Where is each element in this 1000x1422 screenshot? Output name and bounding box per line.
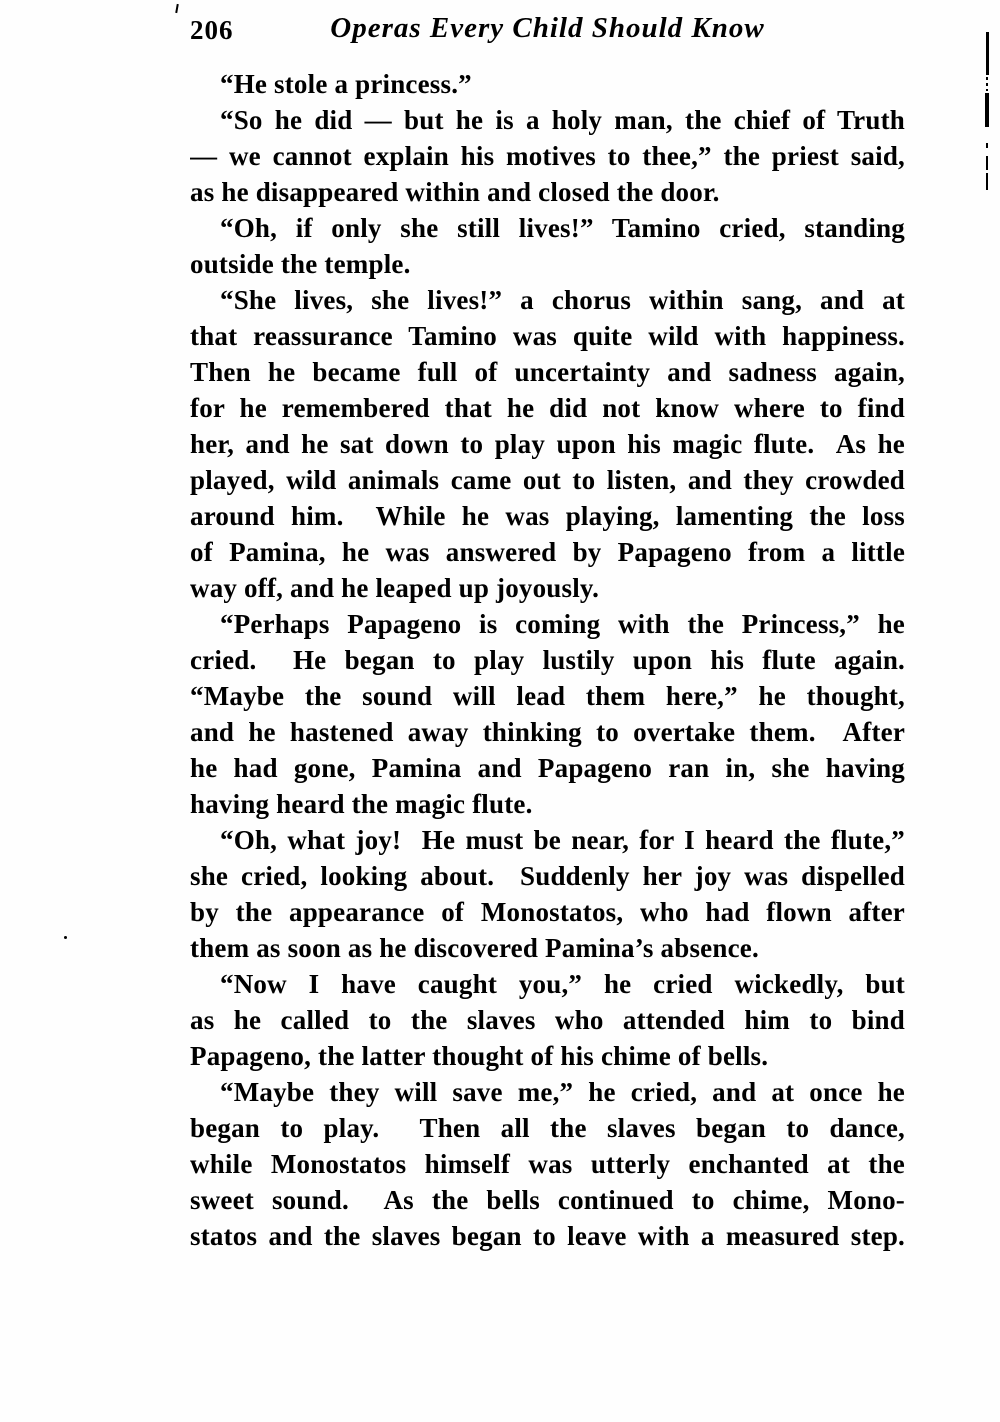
text-line: “Oh, if only she still lives!” Tamino cried, standing xyxy=(220,213,905,243)
text-line: he had gone, Pamina and Papageno ran in, she having xyxy=(190,753,905,783)
scan-edge-line xyxy=(986,143,988,148)
page-number: 206 xyxy=(190,15,234,45)
text-line: for he remembered that he did not know where to find xyxy=(190,393,905,423)
text-line: and he hastened away thinking to overtake them. After xyxy=(190,717,905,747)
text-line: “Maybe the sound will lead them here,” he thought, xyxy=(190,681,905,711)
paragraph xyxy=(190,966,905,1074)
paragraph xyxy=(190,210,905,282)
text-line: as he called to the slaves who attended him to bind xyxy=(190,1005,905,1035)
text-line: her, and he sat down to play upon his magic flute. As he xyxy=(190,429,905,459)
scan-edge-line xyxy=(986,89,988,91)
paragraph xyxy=(190,606,905,822)
scan-edge-line xyxy=(986,173,988,190)
text-line: “Oh, what joy! He must be near, for I heard the flute,” xyxy=(220,825,905,855)
text-line: “She lives, she lives!” a chorus within sang, and at xyxy=(220,285,905,315)
paragraph xyxy=(190,1074,905,1254)
text-line: “Perhaps Papageno is coming with the Princess,” he xyxy=(220,609,905,639)
scan-edge-line xyxy=(985,93,989,127)
text-line: “So he did — but he is a holy man, the chief of Truth xyxy=(220,105,905,135)
text-line: around him. While he was playing, lamenting the loss xyxy=(190,501,905,531)
scan-edge-line xyxy=(986,77,988,80)
text-line: she cried, looking about. Suddenly her joy was dispelled xyxy=(190,861,905,891)
text-line: that reassurance Tamino was quite wild with happiness. xyxy=(190,321,905,351)
text-line: — we cannot explain his motives to thee,” the priest said, xyxy=(190,141,905,171)
text-line: statos and the slaves began to leave with a measured step. xyxy=(190,1221,905,1251)
text-line: cried. He began to play lustily upon his flute again. xyxy=(190,645,905,675)
scan-speck-top xyxy=(175,4,179,13)
text-line: as he disappeared within and closed the door. xyxy=(190,177,720,207)
text-line: them as soon as he discovered Pamina’s absence. xyxy=(190,933,759,963)
text-line: way off, and he leaped up joyously. xyxy=(190,573,600,603)
running-title: Operas Every Child Should Know xyxy=(330,12,765,44)
text-line: played, wild animals came out to listen, and they crowded xyxy=(190,465,905,495)
scan-edge-line xyxy=(986,83,988,86)
paragraph xyxy=(190,282,905,606)
page-header xyxy=(190,12,905,52)
text-line: of Pamina, he was answered by Papageno from a little xyxy=(190,537,905,567)
text-line: “Maybe they will save me,” he cried, and at once he xyxy=(220,1077,905,1107)
text-line: by the appearance of Monostatos, who had flown after xyxy=(190,897,905,927)
scan-edge-line xyxy=(986,156,988,170)
text-line: Then he became full of uncertainty and sadness again, xyxy=(190,357,905,387)
scan-edge-line xyxy=(986,32,989,75)
text-line: having heard the magic flute. xyxy=(190,789,533,819)
text-line: outside the temple. xyxy=(190,249,411,279)
page-body xyxy=(190,66,905,1254)
text-line: while Monostatos himself was utterly enchanted at the xyxy=(190,1149,905,1179)
text-line: “Now I have caught you,” he cried wickedly, but xyxy=(220,969,905,999)
text-line: sweet sound. As the bells continued to chime, Mono- xyxy=(190,1185,905,1215)
paragraph xyxy=(190,822,905,966)
paragraph xyxy=(190,66,905,102)
text-line: began to play. Then all the slaves began to dance, xyxy=(190,1113,905,1143)
paragraph xyxy=(190,102,905,210)
scan-speck-left xyxy=(64,936,67,939)
text-line: Papageno, the latter thought of his chime of bells. xyxy=(190,1041,769,1071)
text-line: “He stole a princess.” xyxy=(220,69,472,99)
